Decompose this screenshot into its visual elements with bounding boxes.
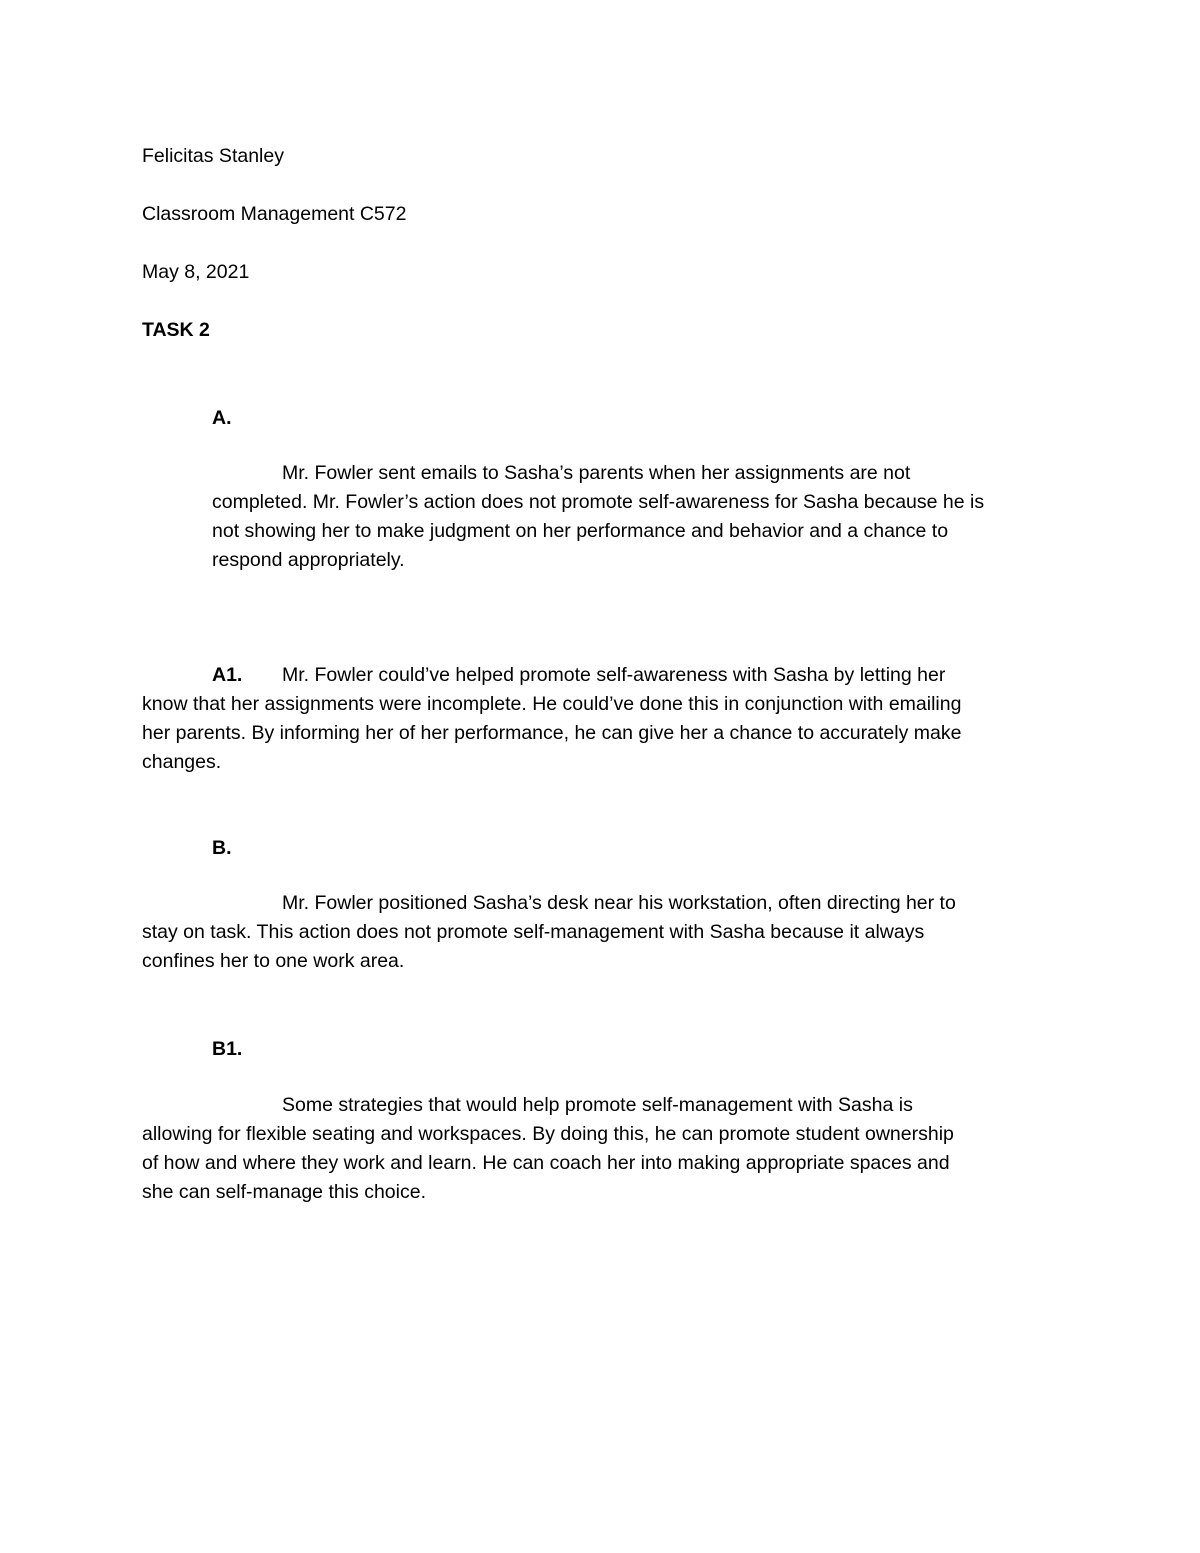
paragraph-line: of how and where they work and learn. He can coach her into making appropriate spaces and [142,1152,950,1174]
paragraph-line: stay on task. This action does not promote self-management with Sasha because it always [142,921,925,943]
section-b-paragraph [142,889,1142,976]
course-title: Classroom Management C572 [142,203,407,225]
paragraph-line: respond appropriately. [212,549,405,571]
section-a-paragraph [212,459,1142,575]
paragraph-line: allowing for flexible seating and workspaces. By doing this, he can promote student ownership [142,1123,954,1145]
paragraph-line: Mr. Fowler could’ve helped promote self-awareness with Sasha by letting her [282,664,946,686]
paragraph-line: Mr. Fowler sent emails to Sasha’s parents when her assignments are not [282,462,911,484]
paragraph-line: confines her to one work area. [142,950,405,972]
section-b-label: B. [212,837,232,859]
author-name: Felicitas Stanley [142,145,284,167]
paragraph-line: completed. Mr. Fowler’s action does not promote self-awareness for Sasha because he is [212,491,985,513]
section-a-label: A. [212,407,232,429]
paragraph-line: Some strategies that would help promote self-management with Sasha is [282,1094,913,1116]
section-b1-label: B1. [212,1038,243,1060]
paragraph-line: she can self-manage this choice. [142,1181,426,1203]
paragraph-line: Mr. Fowler positioned Sasha’s desk near his workstation, often directing her to [282,892,956,914]
paragraph-line: know that her assignments were incomplete. He could’ve done this in conjunction with emailing [142,693,962,715]
section-b1-paragraph [142,1091,1142,1207]
task-heading: TASK 2 [142,319,210,341]
paragraph-line: not showing her to make judgment on her performance and behavior and a chance to [212,520,949,542]
paragraph-line: changes. [142,751,222,773]
paragraph-line: her parents. By informing her of her performance, he can give her a chance to accurately make [142,722,962,744]
document-date: May 8, 2021 [142,261,250,283]
section-a1-paragraph [142,661,1142,777]
section-a1-label: A1. [212,664,243,686]
